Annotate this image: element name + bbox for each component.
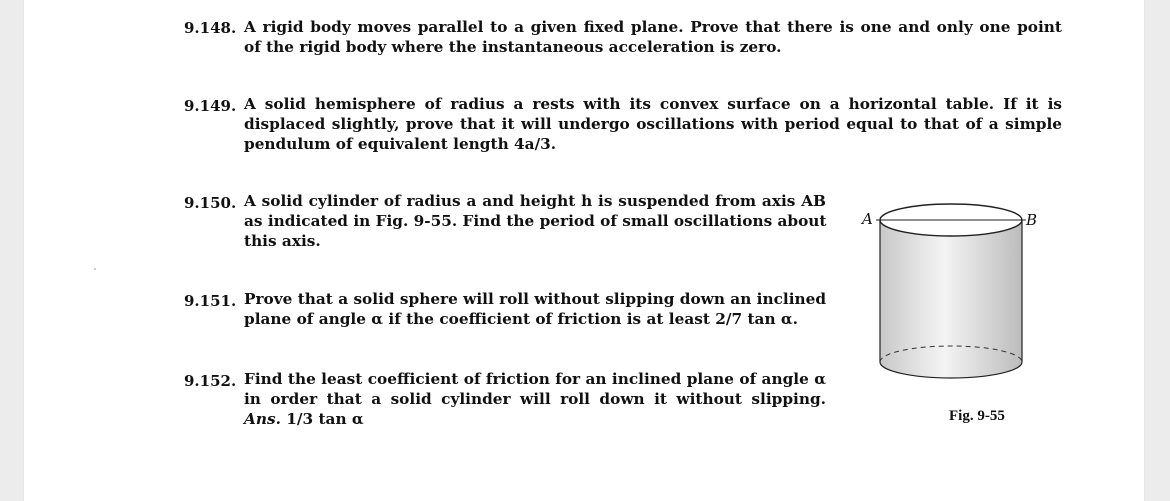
answer-value: 1/3 tan α: [286, 410, 364, 428]
cylinder-figure: [854, 190, 1034, 430]
label-a: A: [862, 210, 873, 228]
problem-line: in order that a solid cylinder will roll down it without slipping.: [244, 390, 826, 408]
problem-text: [244, 17, 1062, 57]
problem-number: 9.148.: [184, 19, 237, 37]
problem-line: Prove that a solid sphere will roll without slipping down an inclined: [244, 290, 827, 308]
problem-line: displaced slightly, prove that it will undergo oscillations with period equal to that of a simple: [244, 115, 1062, 133]
problem-line: this axis.: [244, 232, 321, 250]
problem-line: pendulum of equivalent length 4a/3.: [244, 135, 557, 153]
problem-number: 9.152.: [184, 372, 237, 390]
problem-text: [244, 94, 1062, 154]
document-page: [24, 0, 1144, 501]
figure-caption: Fig. 9-55: [949, 408, 1005, 424]
margin-dot: [94, 268, 96, 270]
cylinder-diagram: [854, 190, 1034, 430]
problem-number: 9.149.: [184, 97, 237, 115]
problem-line: Find the least coefficient of friction for an inclined plane of angle α: [244, 370, 826, 388]
answer-line: [244, 409, 826, 429]
answer-label: Ans.: [244, 410, 281, 428]
problem-line: plane of angle α if the coefficient of friction is at least 2/7 tan α.: [244, 310, 798, 328]
problem-number: 9.151.: [184, 292, 237, 310]
problem-text: [244, 191, 826, 251]
problem-line: of the rigid body where the instantaneous acceleration is zero.: [244, 38, 782, 56]
problem-line: A solid hemisphere of radius a rests with its convex surface on a horizontal table. If it is: [244, 95, 1062, 113]
problem-text: [244, 289, 826, 329]
cylinder-body: [880, 220, 1022, 378]
problem-line: A solid cylinder of radius a and height h is suspended from axis AB: [244, 192, 826, 210]
problem-line: as indicated in Fig. 9-55. Find the period of small oscillations about: [244, 212, 827, 230]
problem-text: [244, 369, 826, 429]
problem-number: 9.150.: [184, 194, 237, 212]
problem-line: A rigid body moves parallel to a given fixed plane. Prove that there is one and only one point: [244, 18, 1062, 36]
label-b: B: [1026, 211, 1038, 229]
